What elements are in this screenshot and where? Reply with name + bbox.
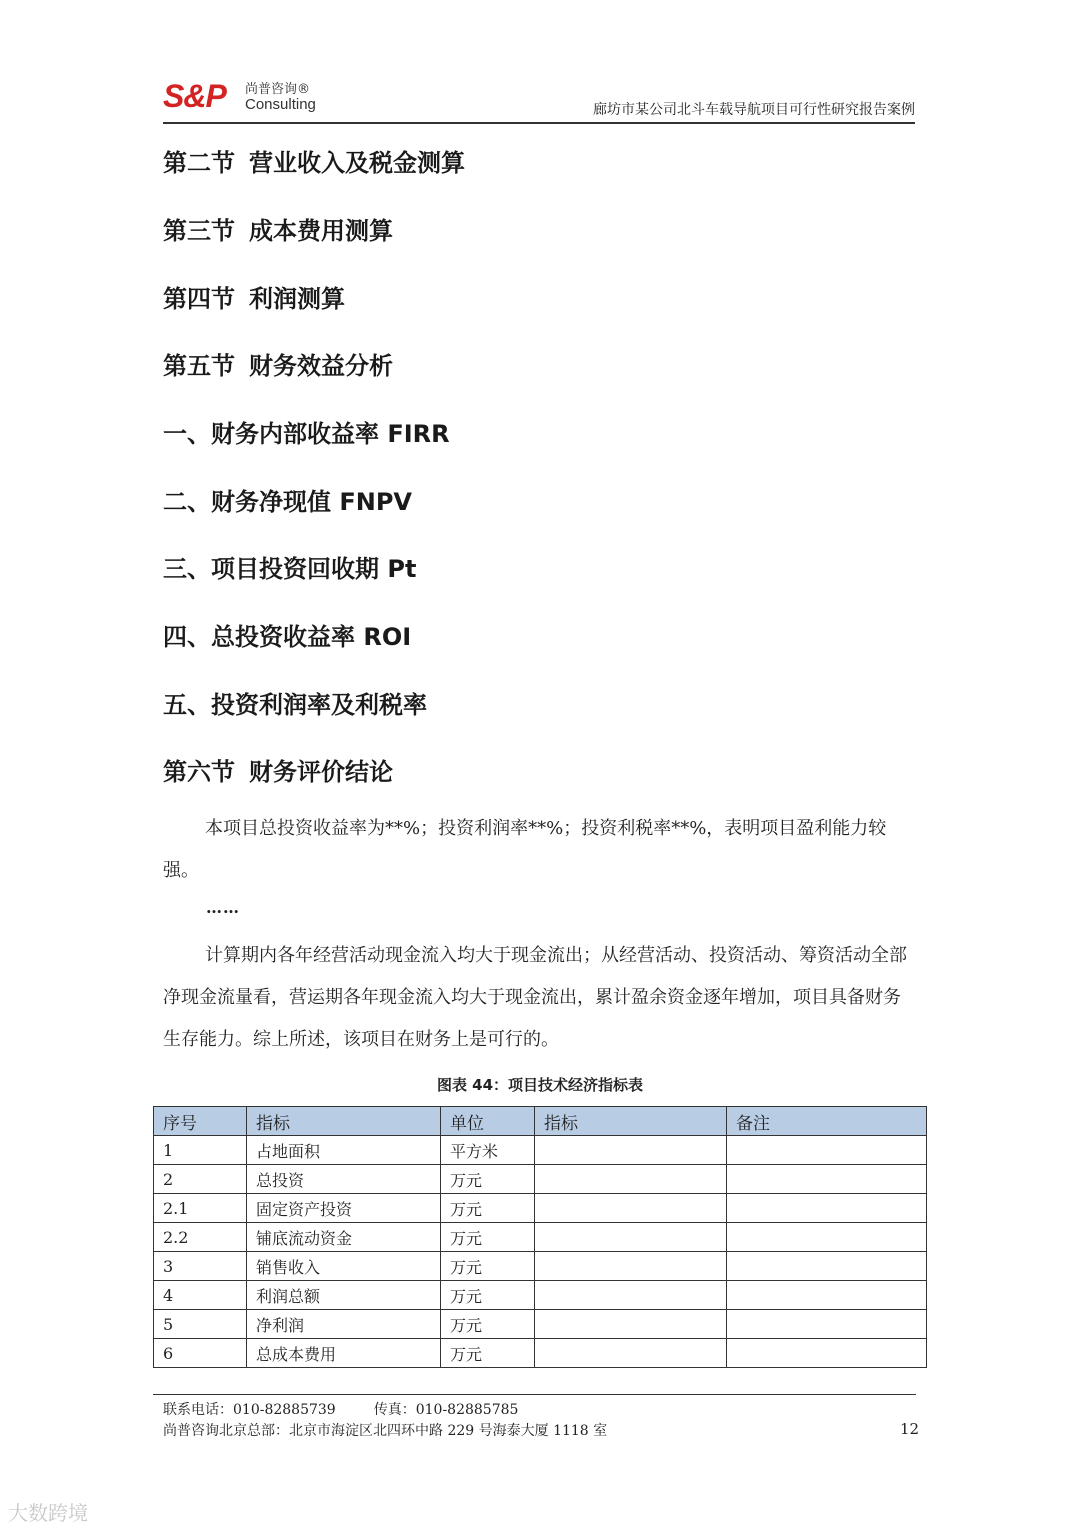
- table-cell: 万元: [441, 1310, 535, 1339]
- table-cell: [535, 1165, 727, 1194]
- subsection-title: 项目投资回收期 Pt: [211, 555, 417, 583]
- subsection-title: 总投资收益率 ROI: [211, 623, 412, 651]
- table-cell: 2: [154, 1165, 247, 1194]
- table-cell: 万元: [441, 1194, 535, 1223]
- section-number: 第三节: [163, 217, 235, 245]
- subsection-title: 财务内部收益率 FIRR: [211, 420, 450, 448]
- page-number: 12: [900, 1420, 920, 1438]
- column-header-indicator: 指标: [247, 1107, 441, 1136]
- table-cell: [535, 1136, 727, 1165]
- section-heading: [163, 279, 345, 314]
- table-cell: 占地面积: [247, 1136, 441, 1165]
- table-cell: 万元: [441, 1252, 535, 1281]
- table-cell: 4: [154, 1281, 247, 1310]
- paragraph-text: 计算期内各年经营活动现金流入均大于现金流出；从经营活动、投资活动、筹资活动全部净现金流量看，营运期各年现金流入均大于现金流出，累计盈余资金逐年增加，项目具备财务生存能力。综上所述，该项目在财务上是可行的。: [163, 945, 907, 1050]
- column-header-unit: 单位: [441, 1107, 535, 1136]
- table-cell: 销售收入: [247, 1252, 441, 1281]
- subsection-number: 二、: [163, 488, 211, 516]
- table-cell: 铺底流动资金: [247, 1223, 441, 1252]
- section-title: 财务效益分析: [249, 352, 393, 380]
- table-cell: [727, 1136, 927, 1165]
- table-header-row: [154, 1107, 927, 1136]
- table-cell: 固定资产投资: [247, 1194, 441, 1223]
- logo-chinese-name: 尚普咨询®: [245, 82, 311, 97]
- table-cell: [727, 1194, 927, 1223]
- footer-contact: [163, 1399, 518, 1419]
- paragraph-text: 本项目总投资收益率为**%；投资利润率**%；投资利税率**%，表明项目盈利能力较强。: [163, 818, 887, 881]
- table-cell: 5: [154, 1310, 247, 1339]
- subsection-number: 一、: [163, 420, 211, 448]
- section-number: 第二节: [163, 149, 235, 177]
- table-cell: 3: [154, 1252, 247, 1281]
- table-cell: [535, 1310, 727, 1339]
- header-divider: [163, 122, 915, 124]
- table-cell: 2.2: [154, 1223, 247, 1252]
- table-cell: 总成本费用: [247, 1339, 441, 1368]
- table-cell: [535, 1194, 727, 1223]
- footer-phone: 联系电话：010-82885739: [163, 1402, 336, 1418]
- table-row: [154, 1310, 927, 1339]
- subsection-number: 五、: [163, 691, 211, 719]
- column-header-number: 序号: [154, 1107, 247, 1136]
- section-heading: [163, 752, 393, 787]
- column-header-value: 指标: [535, 1107, 727, 1136]
- table-cell: [727, 1310, 927, 1339]
- table-row: [154, 1281, 927, 1310]
- table-cell: [727, 1252, 927, 1281]
- subsection-title: 投资利润率及利税率: [211, 691, 427, 719]
- section-title: 利润测算: [249, 285, 345, 313]
- table-cell: 净利润: [247, 1310, 441, 1339]
- technical-economic-indicator-table: [153, 1106, 927, 1368]
- subsection-heading: [163, 685, 427, 720]
- table-cell: 万元: [441, 1339, 535, 1368]
- table-cell: 6: [154, 1339, 247, 1368]
- table-cell: 1: [154, 1136, 247, 1165]
- body-paragraph: [163, 808, 918, 892]
- watermark: 大数跨境: [8, 1501, 88, 1525]
- section-number: 第四节: [163, 285, 235, 313]
- company-logo: S&P: [163, 78, 226, 114]
- table-cell: [535, 1339, 727, 1368]
- document-title: 廊坊市某公司北斗车载导航项目可行性研究报告案例: [593, 102, 915, 118]
- section-title: 财务评价结论: [249, 758, 393, 786]
- table-cell: 万元: [441, 1165, 535, 1194]
- table-cell: [535, 1281, 727, 1310]
- subsection-heading: [163, 414, 450, 449]
- table-caption: 图表 44：项目技术经济指标表: [436, 1076, 644, 1094]
- table-cell: 利润总额: [247, 1281, 441, 1310]
- logo-english-name: Consulting: [245, 96, 316, 113]
- subsection-number: 三、: [163, 555, 211, 583]
- subsection-number: 四、: [163, 623, 211, 651]
- table-row: [154, 1252, 927, 1281]
- ellipsis: ……: [206, 898, 240, 917]
- section-heading: [163, 143, 465, 178]
- section-number: 第五节: [163, 352, 235, 380]
- table-row: [154, 1194, 927, 1223]
- section-number: 第六节: [163, 758, 235, 786]
- table-cell: 总投资: [247, 1165, 441, 1194]
- table-cell: [727, 1281, 927, 1310]
- subsection-heading: [163, 549, 416, 584]
- table-row: [154, 1223, 927, 1252]
- table-cell: [727, 1165, 927, 1194]
- table-cell: 2.1: [154, 1194, 247, 1223]
- subsection-heading: [163, 617, 411, 652]
- table-cell: [535, 1252, 727, 1281]
- table-row: [154, 1165, 927, 1194]
- subsection-heading: [163, 482, 412, 517]
- table-cell: 万元: [441, 1281, 535, 1310]
- section-title: 营业收入及税金测算: [249, 149, 465, 177]
- table-row: [154, 1339, 927, 1368]
- page-header: [163, 70, 915, 124]
- subsection-title: 财务净现值 FNPV: [211, 488, 412, 516]
- table-cell: [727, 1223, 927, 1252]
- section-title: 成本费用测算: [249, 217, 393, 245]
- table-cell: [535, 1223, 727, 1252]
- table-row: [154, 1136, 927, 1165]
- table-cell: 平方米: [441, 1136, 535, 1165]
- column-header-remarks: 备注: [727, 1107, 927, 1136]
- section-heading: [163, 346, 393, 381]
- footer-divider: [153, 1394, 916, 1395]
- table-cell: [727, 1339, 927, 1368]
- footer-fax: 传真：010-82885785: [373, 1402, 519, 1418]
- footer-address: 尚普咨询北京总部：北京市海淀区北四环中路 229 号海泰大厦 1118 室: [163, 1423, 608, 1439]
- body-paragraph: [163, 935, 918, 1061]
- table-cell: 万元: [441, 1223, 535, 1252]
- section-heading: [163, 211, 393, 246]
